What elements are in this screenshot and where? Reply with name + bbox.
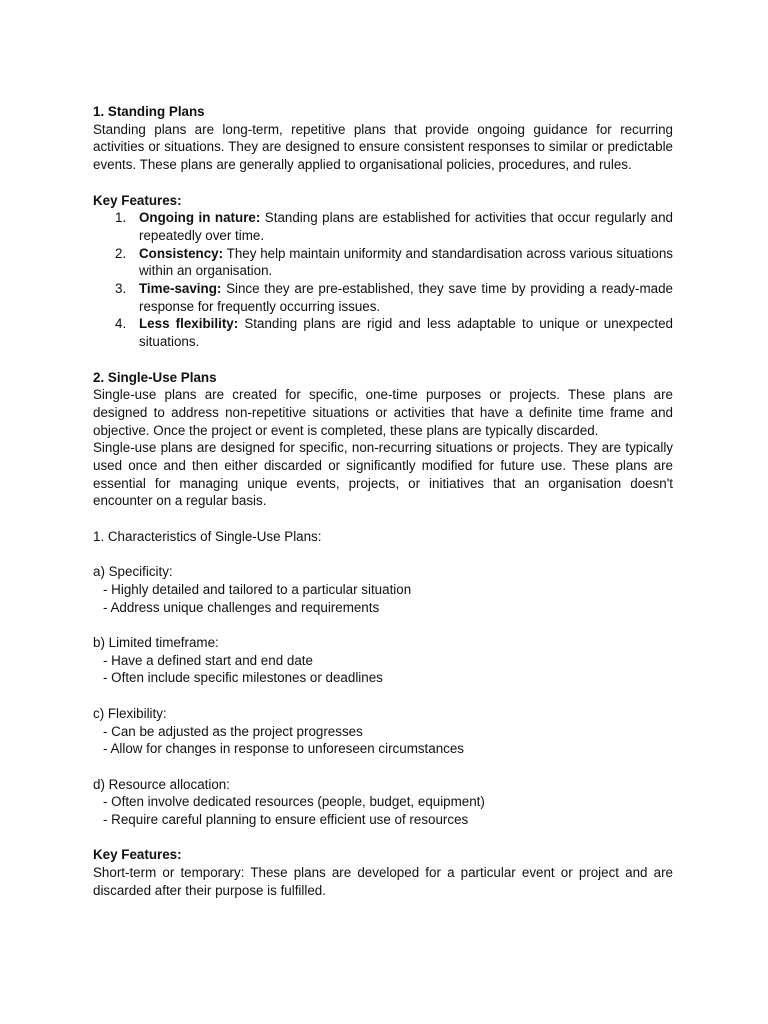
document-page <box>93 103 673 900</box>
characteristic-group-specificity <box>93 563 673 616</box>
feature-term: Less flexibility: <box>139 316 239 332</box>
section-title-single-use-plans: 2. Single-Use Plans <box>93 369 217 385</box>
characteristic-label: d) Resource allocation: <box>93 776 230 792</box>
feature-item <box>93 280 673 315</box>
key-features-heading: Key Features: <box>93 192 182 208</box>
feature-text: Standing plans are established for activities that occur regularly and repeatedly over time. <box>139 210 673 243</box>
standing-plans-features-list <box>93 209 673 351</box>
characteristic-group-resources <box>93 776 673 829</box>
characteristic-item: - Highly detailed and tailored to a particular situation <box>103 581 412 597</box>
spacer <box>93 758 673 776</box>
characteristic-label: b) Limited timeframe: <box>93 635 219 651</box>
feature-text: Standing plans are rigid and less adaptable to unique or unexpected situations. <box>139 316 673 350</box>
key-features-text: Short-term or temporary: These plans are developed for a particular event or project and are discarded after their purpose is fulfilled. <box>93 865 673 898</box>
feature-term: Consistency: <box>139 245 224 261</box>
characteristic-group-flexibility <box>93 705 673 758</box>
spacer <box>93 546 673 564</box>
characteristic-item: - Allow for changes in response to unforeseen circumstances <box>103 741 464 757</box>
characteristics-heading: 1. Characteristics of Single-Use Plans: <box>93 528 322 544</box>
standing-plans-intro: Standing plans are long-term, repetitive plans that provide ongoing guidance for recurring activities or situations. They are designed to ensure consistent responses to similar or predictable events. These plans are generally applied to organisational policies, procedures, and rules. <box>93 121 673 173</box>
spacer <box>93 174 673 192</box>
characteristic-item: - Address unique challenges and requirements <box>103 599 380 615</box>
feature-number: 4. <box>115 316 127 332</box>
characteristic-item: - Can be adjusted as the project progresses <box>103 723 363 739</box>
characteristic-label: c) Flexibility: <box>93 705 167 721</box>
feature-item <box>93 315 673 350</box>
characteristic-item: - Often involve dedicated resources (people, budget, equipment) <box>103 794 485 810</box>
feature-number: 3. <box>115 281 127 297</box>
single-use-para-2: Single-use plans are designed for specific, non-recurring situations or projects. They are typically used once and then either discarded or significantly modified for future use. These plans are essential for managing unique events, projects, or initiatives that an organisation doesn't encounter on a regular basis. <box>93 440 673 509</box>
feature-term: Ongoing in nature: <box>139 210 261 226</box>
feature-number: 1. <box>115 210 127 226</box>
key-features-heading-2: Key Features: <box>93 847 182 863</box>
spacer <box>93 616 673 634</box>
feature-number: 2. <box>115 245 127 261</box>
feature-term: Time-saving: <box>139 281 222 297</box>
characteristic-item: - Often include specific milestones or deadlines <box>103 670 383 686</box>
feature-text: Since they are pre-established, they save time by providing a ready-made response for frequently occurring issues. <box>139 281 673 314</box>
feature-item <box>93 209 673 244</box>
characteristic-label: a) Specificity: <box>93 564 173 580</box>
spacer <box>93 687 673 705</box>
characteristic-group-timeframe <box>93 634 673 687</box>
feature-item <box>93 245 673 280</box>
feature-text: They help maintain uniformity and standardisation across various situations within an organisation. <box>139 245 673 279</box>
single-use-para-1: Single-use plans are created for specific, one-time purposes or projects. These plans are designed to address non-repetitive situations or activities that have a definite time frame and objective. Once the project or event is completed, these plans are typically discarded. <box>93 387 673 438</box>
spacer <box>93 510 673 528</box>
characteristic-item: - Require careful planning to ensure efficient use of resources <box>103 812 469 828</box>
spacer <box>93 351 673 369</box>
section-title-standing-plans: 1. Standing Plans <box>93 104 205 119</box>
characteristic-item: - Have a defined start and end date <box>103 652 313 668</box>
spacer <box>93 829 673 847</box>
